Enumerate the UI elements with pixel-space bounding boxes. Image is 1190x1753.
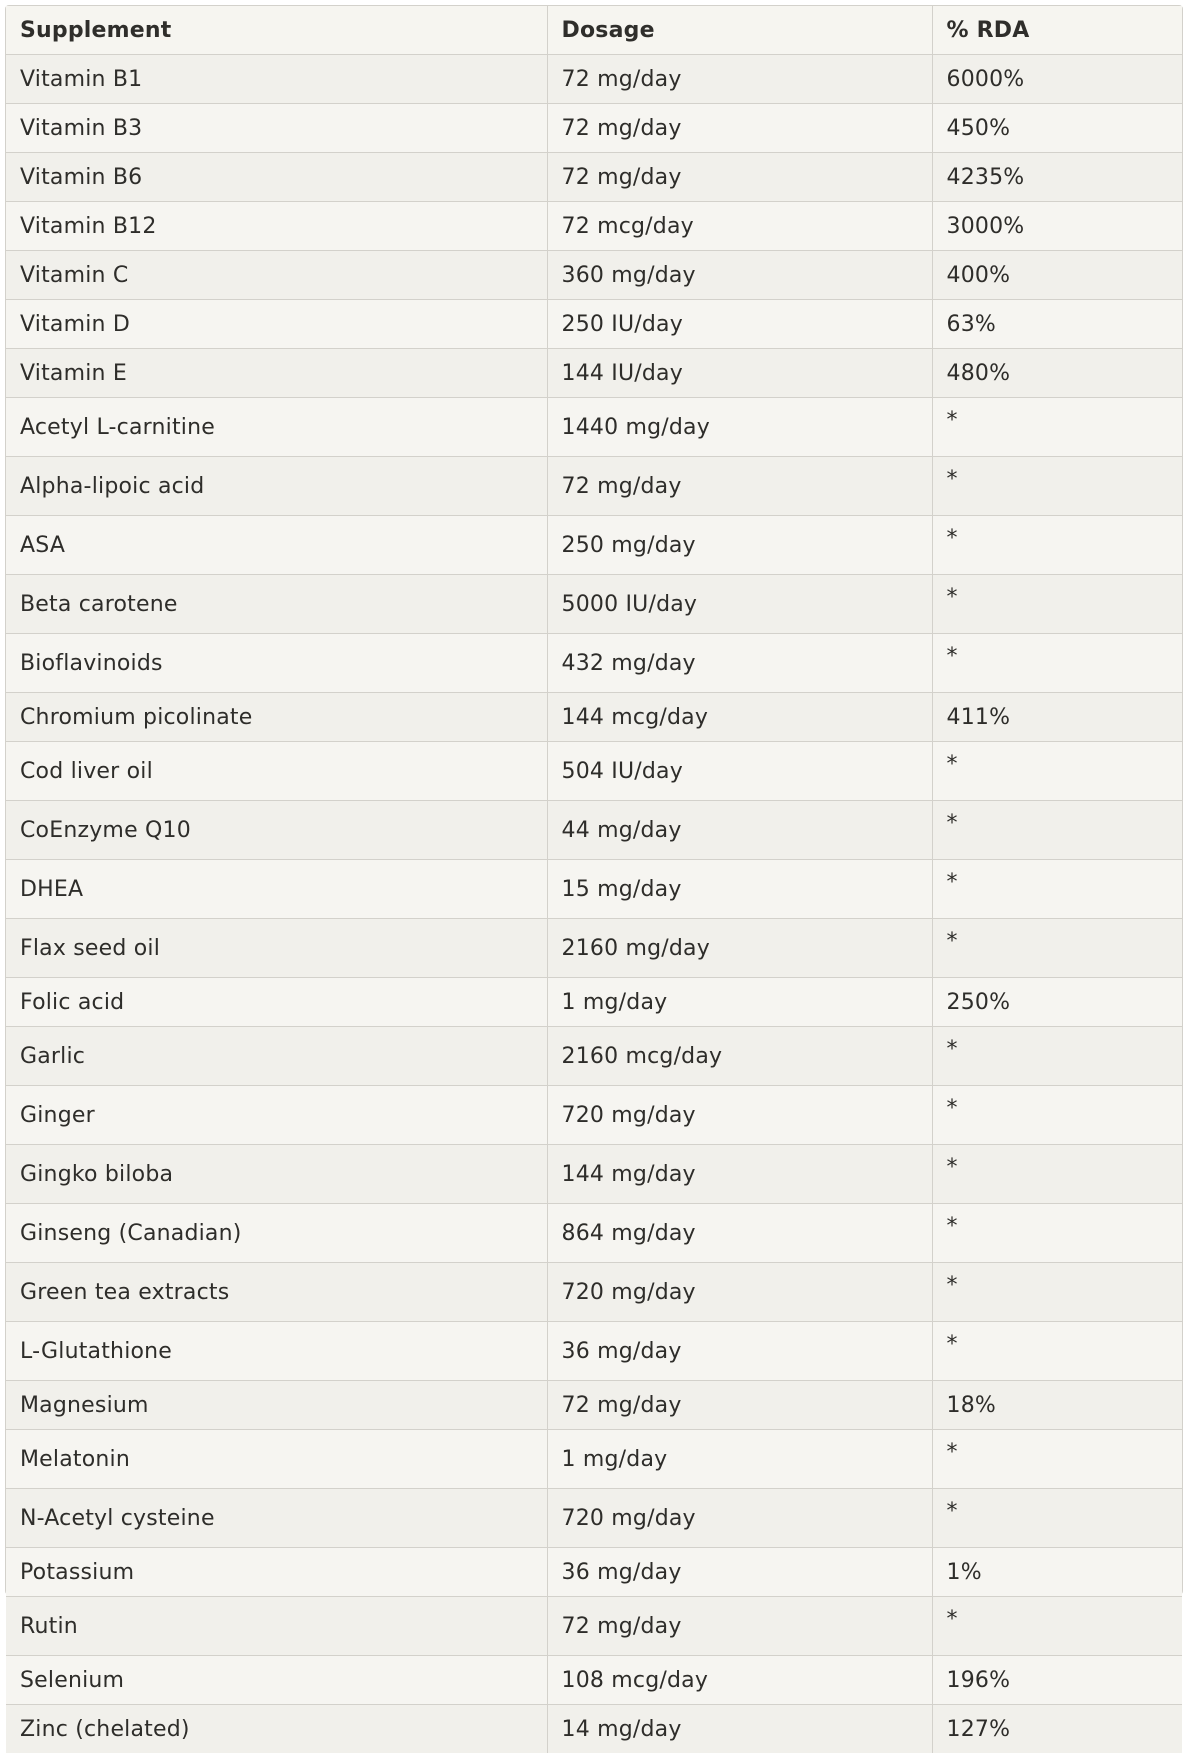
table-row — [6, 1430, 1182, 1489]
table-row — [6, 978, 1182, 1027]
rda-cell: 450% — [932, 104, 1182, 153]
rda-cell: 411% — [932, 693, 1182, 742]
supplement-cell: Folic acid — [6, 978, 547, 1027]
supplement-cell: L-Glutathione — [6, 1322, 547, 1381]
supplement-cell: CoEnzyme Q10 — [6, 801, 547, 860]
rda-cell: * — [932, 516, 1182, 575]
supplement-table-container — [5, 5, 1183, 1595]
dosage-cell: 72 mg/day — [547, 153, 932, 202]
dosage-cell: 864 mg/day — [547, 1204, 932, 1263]
header-supplement: Supplement — [6, 6, 547, 55]
dosage-cell: 1440 mg/day — [547, 398, 932, 457]
rda-cell: 127% — [932, 1705, 1182, 1753]
dosage-cell: 250 mg/day — [547, 516, 932, 575]
table-row — [6, 1322, 1182, 1381]
rda-cell: * — [932, 801, 1182, 860]
rda-cell: 1% — [932, 1548, 1182, 1597]
table-row — [6, 575, 1182, 634]
dosage-cell: 72 mg/day — [547, 104, 932, 153]
rda-cell: * — [932, 1263, 1182, 1322]
table-row — [6, 104, 1182, 153]
rda-cell: * — [932, 575, 1182, 634]
table-row — [6, 860, 1182, 919]
dosage-cell: 1 mg/day — [547, 1430, 932, 1489]
dosage-cell: 2160 mcg/day — [547, 1027, 932, 1086]
supplement-cell: Vitamin B1 — [6, 55, 547, 104]
dosage-cell: 1 mg/day — [547, 978, 932, 1027]
rda-cell: 6000% — [932, 55, 1182, 104]
table-row — [6, 742, 1182, 801]
rda-cell: * — [932, 1430, 1182, 1489]
table-row — [6, 251, 1182, 300]
table-row — [6, 801, 1182, 860]
supplement-cell: Beta carotene — [6, 575, 547, 634]
supplement-cell: Bioflavinoids — [6, 634, 547, 693]
supplement-cell: Vitamin D — [6, 300, 547, 349]
table-row — [6, 1548, 1182, 1597]
supplement-cell: Gingko biloba — [6, 1145, 547, 1204]
table-row — [6, 398, 1182, 457]
rda-cell: 480% — [932, 349, 1182, 398]
supplement-cell: Alpha-lipoic acid — [6, 457, 547, 516]
table-row — [6, 1263, 1182, 1322]
table-row — [6, 693, 1182, 742]
supplement-cell: Ginseng (Canadian) — [6, 1204, 547, 1263]
table-row — [6, 1086, 1182, 1145]
table-row — [6, 153, 1182, 202]
dosage-cell: 720 mg/day — [547, 1489, 932, 1548]
rda-cell: * — [932, 1489, 1182, 1548]
rda-cell: 4235% — [932, 153, 1182, 202]
dosage-cell: 36 mg/day — [547, 1322, 932, 1381]
rda-cell: 250% — [932, 978, 1182, 1027]
dosage-cell: 72 mg/day — [547, 1597, 932, 1656]
rda-cell: * — [932, 457, 1182, 516]
supplement-cell: Green tea extracts — [6, 1263, 547, 1322]
supplement-cell: Acetyl L-carnitine — [6, 398, 547, 457]
table-row — [6, 55, 1182, 104]
supplement-cell: N-Acetyl cysteine — [6, 1489, 547, 1548]
rda-cell: * — [932, 860, 1182, 919]
dosage-cell: 72 mcg/day — [547, 202, 932, 251]
supplement-cell: Magnesium — [6, 1381, 547, 1430]
dosage-cell: 36 mg/day — [547, 1548, 932, 1597]
supplement-cell: Flax seed oil — [6, 919, 547, 978]
dosage-cell: 360 mg/day — [547, 251, 932, 300]
dosage-cell: 504 IU/day — [547, 742, 932, 801]
table-body — [6, 55, 1182, 1753]
table-row — [6, 457, 1182, 516]
dosage-cell: 14 mg/day — [547, 1705, 932, 1753]
dosage-cell: 72 mg/day — [547, 457, 932, 516]
dosage-cell: 720 mg/day — [547, 1086, 932, 1145]
table-row — [6, 1489, 1182, 1548]
rda-cell: * — [932, 398, 1182, 457]
rda-cell: * — [932, 1027, 1182, 1086]
table-row — [6, 1381, 1182, 1430]
dosage-cell: 72 mg/day — [547, 1381, 932, 1430]
supplement-cell: Zinc (chelated) — [6, 1705, 547, 1753]
supplement-cell: Garlic — [6, 1027, 547, 1086]
header-rda: % RDA — [932, 6, 1182, 55]
dosage-cell: 144 mcg/day — [547, 693, 932, 742]
rda-cell: * — [932, 919, 1182, 978]
rda-cell: 63% — [932, 300, 1182, 349]
table-header-row — [6, 6, 1182, 55]
dosage-cell: 5000 IU/day — [547, 575, 932, 634]
supplement-cell: ASA — [6, 516, 547, 575]
table-row — [6, 1656, 1182, 1705]
table-row — [6, 202, 1182, 251]
supplement-cell: Vitamin B12 — [6, 202, 547, 251]
supplement-cell: Selenium — [6, 1656, 547, 1705]
dosage-cell: 44 mg/day — [547, 801, 932, 860]
rda-cell: 3000% — [932, 202, 1182, 251]
table-row — [6, 1027, 1182, 1086]
rda-cell: * — [932, 1145, 1182, 1204]
rda-cell: * — [932, 1322, 1182, 1381]
dosage-cell: 108 mcg/day — [547, 1656, 932, 1705]
dosage-cell: 432 mg/day — [547, 634, 932, 693]
dosage-cell: 15 mg/day — [547, 860, 932, 919]
table-row — [6, 349, 1182, 398]
rda-cell: * — [932, 1204, 1182, 1263]
table-row — [6, 300, 1182, 349]
header-dosage: Dosage — [547, 6, 932, 55]
supplement-cell: Vitamin B3 — [6, 104, 547, 153]
table-row — [6, 1597, 1182, 1656]
supplement-cell: Vitamin B6 — [6, 153, 547, 202]
supplement-cell: Vitamin E — [6, 349, 547, 398]
dosage-cell: 72 mg/day — [547, 55, 932, 104]
supplement-cell: Potassium — [6, 1548, 547, 1597]
supplement-cell: Vitamin C — [6, 251, 547, 300]
supplement-cell: Ginger — [6, 1086, 547, 1145]
dosage-cell: 144 IU/day — [547, 349, 932, 398]
rda-cell: 18% — [932, 1381, 1182, 1430]
rda-cell: * — [932, 1597, 1182, 1656]
supplement-cell: Chromium picolinate — [6, 693, 547, 742]
supplement-table — [6, 6, 1182, 1753]
rda-cell: * — [932, 634, 1182, 693]
rda-cell: * — [932, 742, 1182, 801]
supplement-cell: Rutin — [6, 1597, 547, 1656]
rda-cell: * — [932, 1086, 1182, 1145]
table-row — [6, 919, 1182, 978]
table-row — [6, 1145, 1182, 1204]
table-row — [6, 1204, 1182, 1263]
dosage-cell: 250 IU/day — [547, 300, 932, 349]
table-row — [6, 1705, 1182, 1753]
table-row — [6, 634, 1182, 693]
rda-cell: 400% — [932, 251, 1182, 300]
table-row — [6, 516, 1182, 575]
dosage-cell: 144 mg/day — [547, 1145, 932, 1204]
dosage-cell: 720 mg/day — [547, 1263, 932, 1322]
rda-cell: 196% — [932, 1656, 1182, 1705]
dosage-cell: 2160 mg/day — [547, 919, 932, 978]
supplement-cell: Cod liver oil — [6, 742, 547, 801]
supplement-cell: Melatonin — [6, 1430, 547, 1489]
supplement-cell: DHEA — [6, 860, 547, 919]
